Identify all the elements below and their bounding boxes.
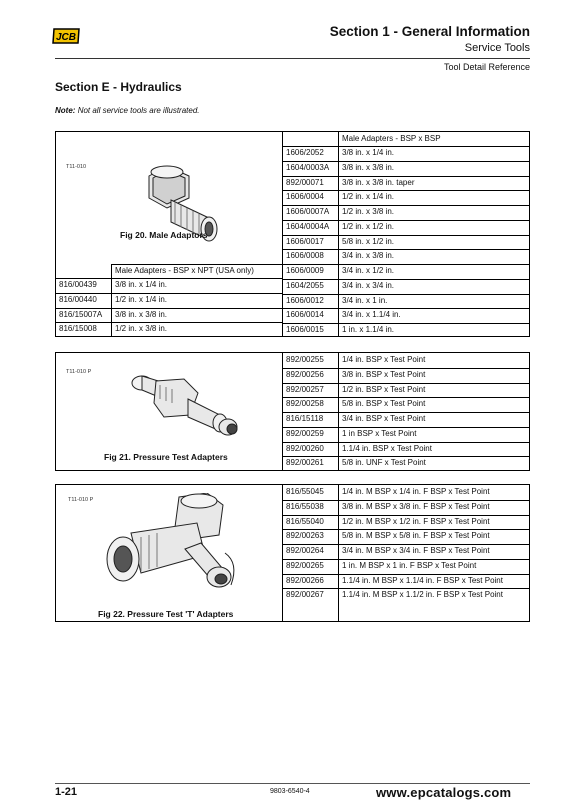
page-number: 1-21 (55, 786, 78, 798)
part-number: 1606/0007A (286, 207, 330, 216)
part-description: 3/4 in. M BSP x 3/4 in. F BSP x Test Point (342, 546, 490, 555)
part-description: 3/4 in. x 3/8 in. (342, 251, 395, 261)
figure-code: T11-010 (66, 164, 87, 170)
part-description: 1/4 in. M BSP x 1/4 in. F BSP x Test Point (342, 487, 490, 496)
column-header: Male Adapters - BSP x NPT (USA only) (115, 266, 254, 275)
part-description: 3/4 in. x 1 in. (342, 295, 388, 305)
part-number: 1606/0015 (286, 325, 324, 334)
footer-divider (55, 783, 530, 784)
jcb-logo (51, 27, 81, 45)
figure-code: T11-010 P (68, 497, 94, 503)
part-number: 892/00263 (286, 531, 324, 541)
part-description: 1/4 in. BSP x Test Point (342, 355, 426, 364)
part-number: 892/00257 (286, 384, 324, 394)
part-description: 3/8 in. x 3/8 in. taper (342, 177, 415, 187)
part-number: 892/00265 (286, 560, 324, 570)
part-description: 3/8 in. M BSP x 3/8 in. F BSP x Test Point (342, 501, 490, 511)
figure-pressure-test-adapters (56, 353, 282, 471)
part-description: 5/8 in. BSP x Test Point (342, 399, 426, 409)
tool-detail-reference: Tool Detail Reference (443, 62, 530, 72)
note-text: Not all service tools are illustrated. (77, 106, 200, 115)
part-number: 816/00440 (59, 294, 97, 304)
part-number: 816/55045 (286, 487, 324, 496)
figure-caption: Fig 20. Male Adaptors (120, 230, 208, 240)
section-heading: Section E - Hydraulics (55, 80, 182, 94)
part-number: 1606/0012 (286, 295, 324, 305)
header-divider (55, 58, 530, 59)
part-description: 5/8 in. x 1/2 in. (342, 236, 395, 246)
pressure-test-t-adapter-illustration (101, 493, 241, 603)
figure-caption: Fig 22. Pressure Test 'T' Adapters (98, 609, 234, 619)
table-male-adapters (55, 131, 530, 337)
part-number: 1606/0009 (286, 266, 324, 275)
part-description: 3/4 in. BSP x Test Point (342, 414, 426, 423)
watermark: www.epcatalogs.com (376, 785, 512, 800)
part-number: 1606/0014 (286, 310, 324, 320)
part-description: 3/8 in. x 1/4 in. (115, 280, 168, 289)
part-number: 892/00267 (286, 590, 324, 600)
part-number: 1606/0004 (286, 192, 324, 202)
part-number: 892/00259 (286, 428, 324, 438)
table-pressure-test-t-adapters (55, 484, 530, 622)
part-description: 1/2 in. BSP x Test Point (342, 384, 426, 394)
part-description: 3/4 in. x 1.1/4 in. (342, 310, 401, 320)
svg-text:JCB: JCB (55, 32, 77, 43)
document-number: 9803-6540-4 (270, 788, 310, 795)
part-number: 892/00255 (286, 355, 324, 364)
figure-caption: Fig 21. Pressure Test Adapters (104, 452, 228, 462)
figure-code: T11-010 P (66, 369, 92, 375)
jcb-logo-icon (51, 27, 81, 45)
section-subtitle: Service Tools (464, 42, 530, 54)
table-pressure-test-adapters (55, 352, 530, 471)
part-number: 892/00256 (286, 369, 324, 379)
part-number: 892/00266 (286, 575, 324, 585)
part-number: 892/00071 (286, 177, 324, 187)
part-number: 816/55040 (286, 516, 324, 526)
part-description: 1 in. M BSP x 1 in. F BSP x Test Point (342, 560, 477, 570)
part-description: 1.1/4 in. BSP x Test Point (342, 443, 432, 453)
part-description: 1.1/4 in. M BSP x 1.1/2 in. F BSP x Test Point (342, 590, 503, 600)
part-number: 1604/2055 (286, 280, 324, 290)
part-number: 1606/0017 (286, 236, 324, 246)
part-description: 1/2 in. x 3/8 in. (342, 207, 395, 216)
part-description: 3/8 in. x 1/4 in. (342, 148, 395, 157)
part-description: 3/8 in. x 3/8 in. (342, 162, 395, 172)
note (55, 106, 200, 115)
part-number: 816/15007A (59, 309, 103, 319)
part-description: 1/2 in. x 1/4 in. (115, 294, 168, 304)
part-description: 5/8 in. UNF x Test Point (342, 458, 426, 468)
part-number: 892/00261 (286, 458, 324, 468)
column-header: Male Adapters - BSP x BSP (342, 134, 441, 143)
part-description: 1/2 in. M BSP x 1/2 in. F BSP x Test Point (342, 516, 490, 526)
part-description: 3/8 in. x 3/8 in. (115, 309, 168, 319)
part-number: 1606/0008 (286, 251, 324, 261)
part-number: 892/00260 (286, 443, 324, 453)
part-description: 1.1/4 in. M BSP x 1.1/4 in. F BSP x Test Point (342, 575, 503, 585)
part-number: 1604/0004A (286, 221, 330, 231)
part-description: 1/2 in. x 1/2 in. (342, 221, 395, 231)
pressure-test-adapter-illustration (128, 365, 248, 445)
part-number: 816/15118 (286, 414, 324, 423)
part-description: 3/4 in. x 1/2 in. (342, 266, 395, 275)
part-number: 892/00264 (286, 546, 324, 555)
part-number: 892/00258 (286, 399, 324, 409)
figure-male-adaptors (56, 132, 282, 264)
part-description: 1 in BSP x Test Point (342, 428, 417, 438)
part-description: 1/2 in. x 1/4 in. (342, 192, 395, 202)
part-description: 5/8 in. M BSP x 5/8 in. F BSP x Test Point (342, 531, 490, 541)
part-description: 3/4 in. x 3/4 in. (342, 280, 395, 290)
part-description: 1 in. x 1.1/4 in. (342, 325, 395, 334)
part-number: 1604/0003A (286, 162, 330, 172)
part-number: 816/15008 (59, 324, 97, 334)
part-description: 3/8 in. BSP x Test Point (342, 369, 426, 379)
section-title: Section 1 - General Information (329, 24, 530, 39)
part-number: 816/55038 (286, 501, 324, 511)
note-label: Note: (55, 106, 76, 115)
figure-pressure-test-t-adapters (56, 485, 282, 622)
part-number: 1606/2052 (286, 148, 324, 157)
part-number: 816/00439 (59, 280, 97, 289)
part-description: 1/2 in. x 3/8 in. (115, 324, 168, 334)
